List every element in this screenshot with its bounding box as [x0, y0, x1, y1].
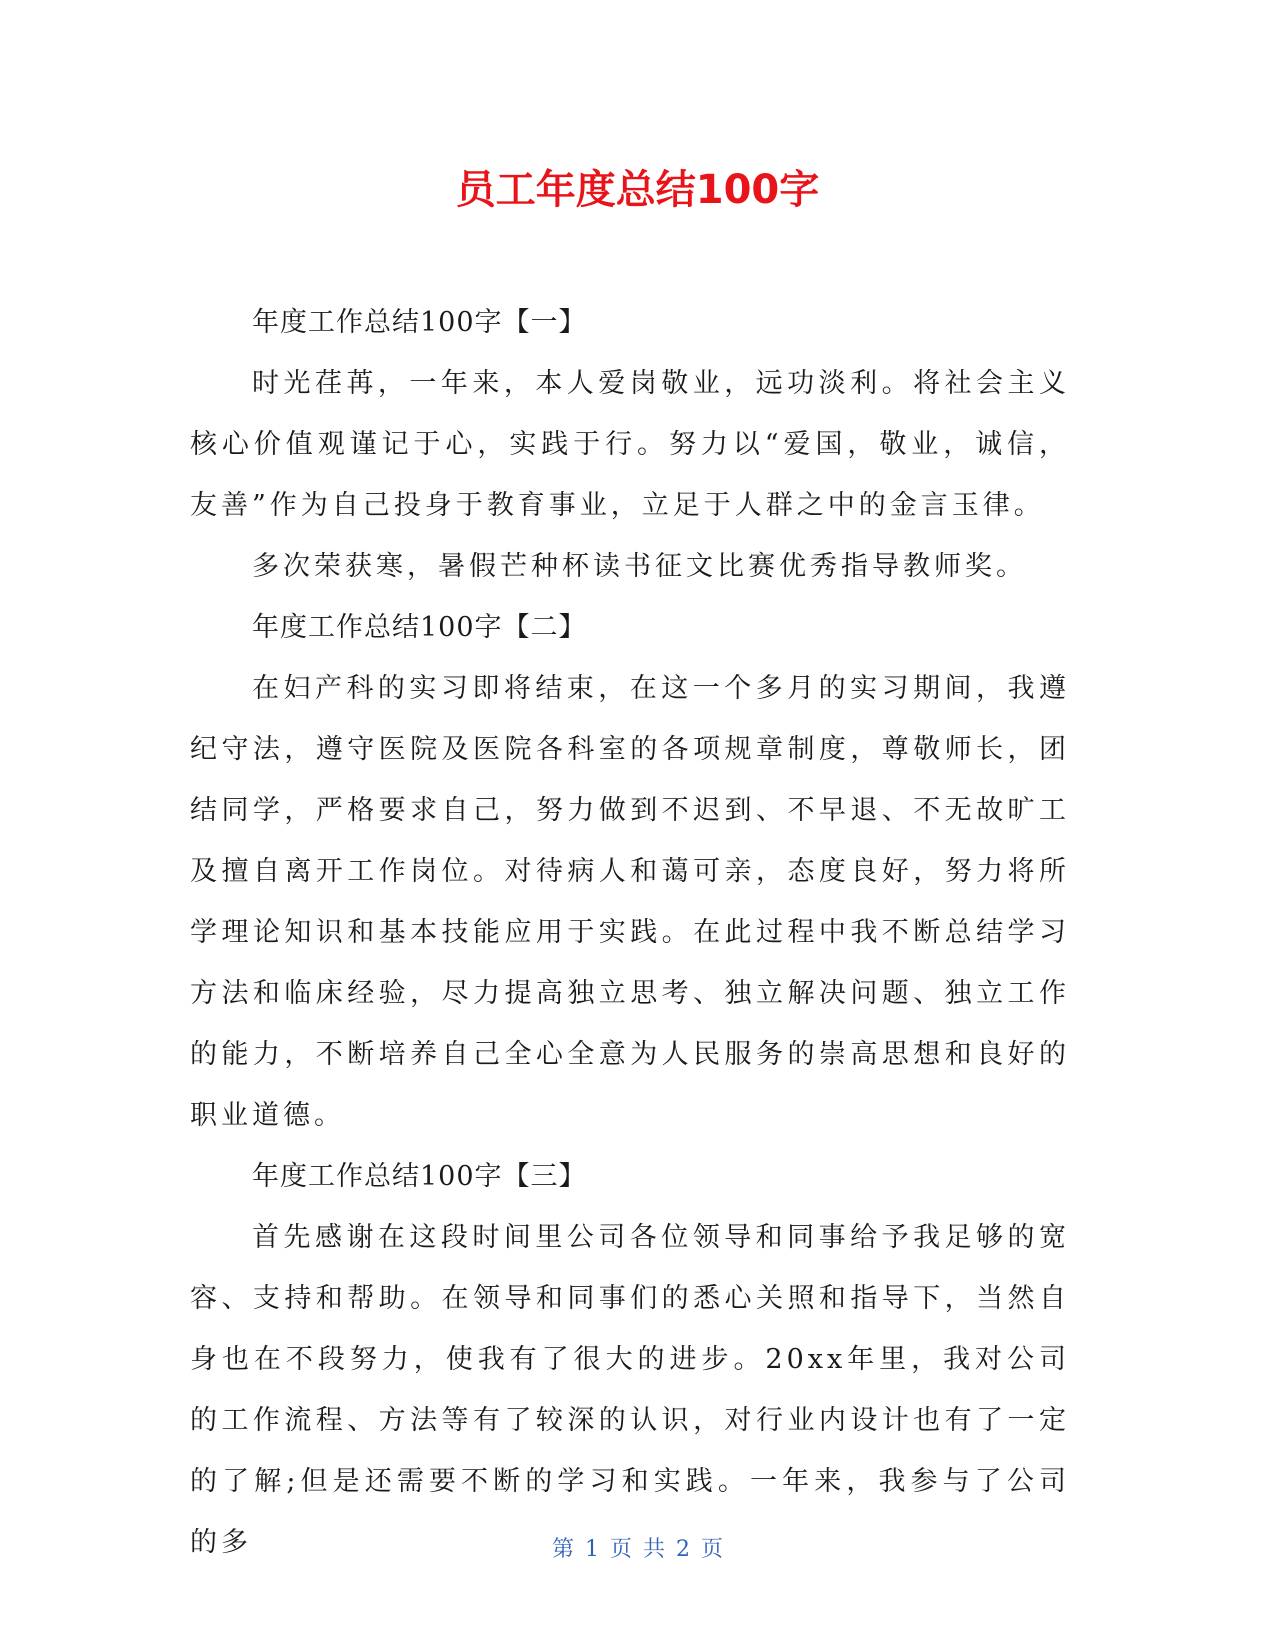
- paragraph-3-1: 首先感谢在这段时间里公司各位领导和同事给予我足够的宽容、支持和帮助。在领导和同事们的悉心关照和指导下，当然自身也在不段努力，使我有了很大的进步。20xx年里，我对公司的工作流程、方法等有了较深的认识，对行业内设计也有了一定的了解;但是还需要不断的学习和实践。一年来，我参与了公司的多: [190, 1222, 1070, 1558]
- paragraph-1-1: 时光荏苒，一年来，本人爱岗敬业，远功淡利。将社会主义核心价值观谨记于心，实践于行。努力以“爱国，敬业，诚信，友善”作为自己投身于教育事业，立足于人群之中的金言玉律。: [190, 368, 1070, 521]
- section-heading-3: 年度工作总结100字【三】: [252, 1161, 587, 1192]
- paragraph-1-2: 多次荣获寒，暑假芒种杯读书征文比赛优秀指导教师奖。: [252, 551, 1027, 582]
- section-heading-1: 年度工作总结100字【一】: [252, 307, 587, 338]
- section-heading-2: 年度工作总结100字【二】: [252, 612, 587, 643]
- paragraph-2-1: 在妇产科的实习即将结束，在这一个多月的实习期间，我遵纪守法，遵守医院及医院各科室的各项规章制度，尊敬师长，团结同学，严格要求自己，努力做到不迟到、不早退、不无故旷工及擅自离开工作岗位。对待病人和蔼可亲，态度良好，努力将所学理论知识和基本技能应用于实践。在此过程中我不断总结学习方法和临床经验，尽力提高独立思考、独立解决问题、独立工作的能力，不断培养自己全心全意为人民服务的崇高思想和良好的职业道德。: [190, 673, 1070, 1131]
- document-body: [190, 292, 1070, 1573]
- document-title: 员工年度总结100字: [455, 167, 820, 213]
- page-number-footer: 第 1 页 共 2 页: [552, 1537, 723, 1562]
